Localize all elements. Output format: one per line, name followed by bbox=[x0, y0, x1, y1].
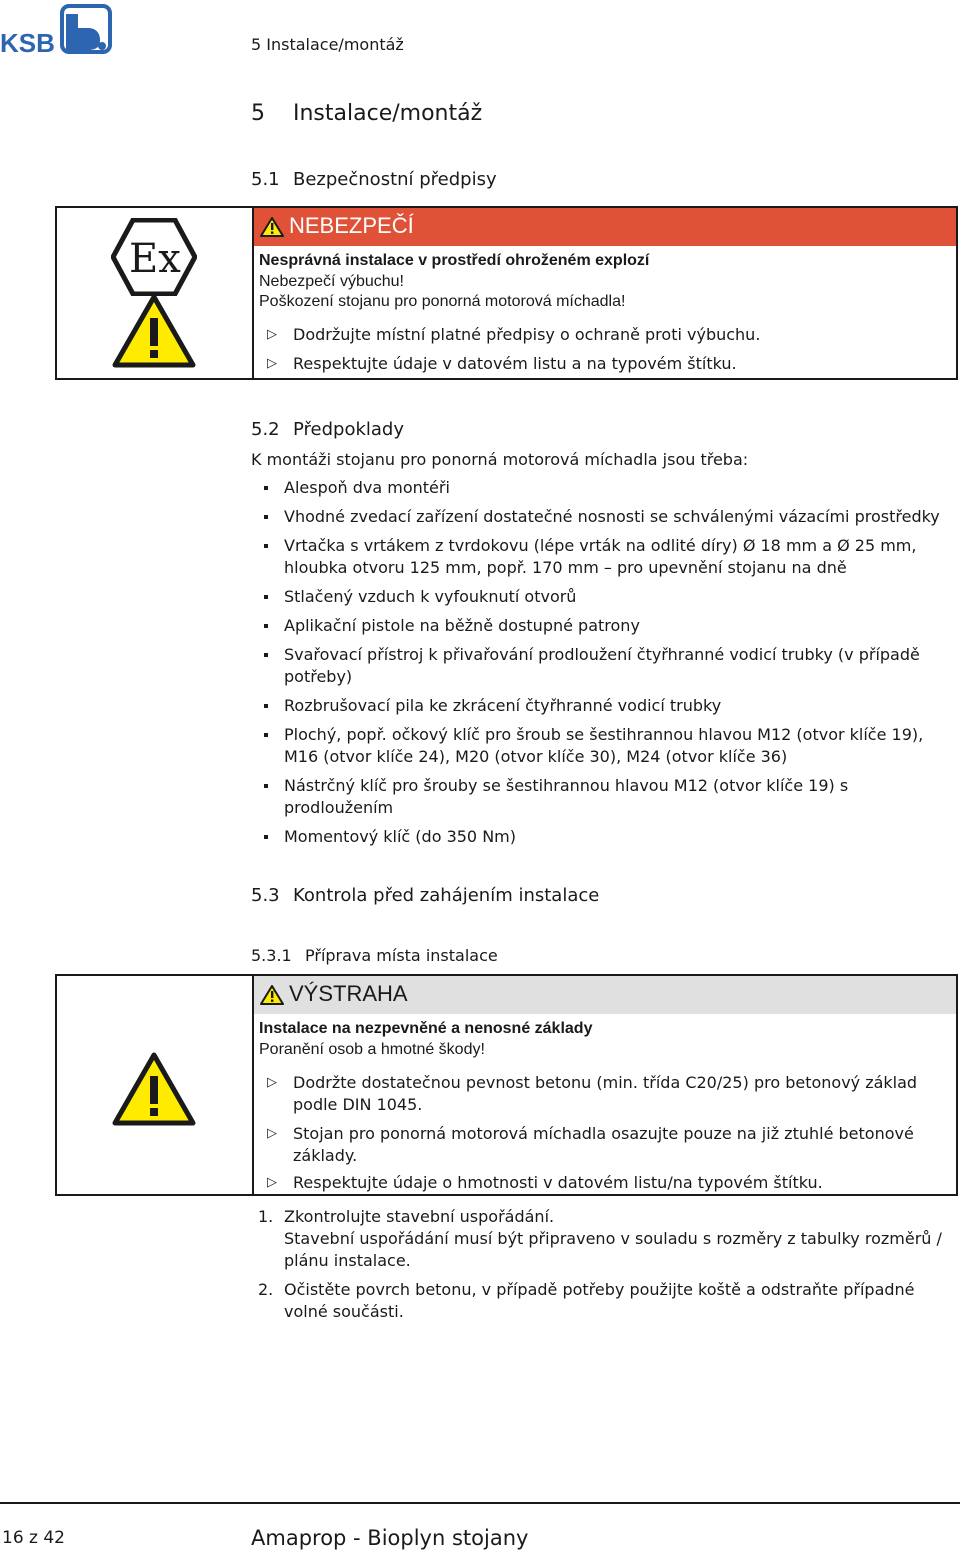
requirements-intro: K montáži stojanu pro ponorná motorová míchadla jsou třeba: bbox=[251, 450, 749, 469]
warning-triangle-icon bbox=[112, 294, 196, 372]
danger-signal-band bbox=[254, 208, 956, 246]
section-heading-5-3-1 bbox=[251, 946, 498, 965]
list-item: Nástrčný klíč pro šrouby se šestihrannou hlavou M12 (otvor klíče 19) s prodloužením bbox=[262, 775, 952, 819]
action-arrow-icon: ▷ bbox=[267, 327, 277, 342]
warning-notice: VÝSTRAHA Instalace na nezpevněné a nenosné základy Poranění osob a hmotné škody! ▷ Dodržte dostatečnou pevnost betonu (min. třída C20/25) pro betonový základ podle DIN 1045. ▷ Stojan pro ponorná motorová míchadla osazujte pouze na již ztuhlé betonové základy. ▷ Respektujte údaje o hmotnosti v datovém listu/na typovém štítku. bbox=[55, 974, 958, 1196]
section-title: Předpoklady bbox=[293, 419, 405, 440]
warning-triangle-icon bbox=[112, 1052, 196, 1130]
running-header: 5 Instalace/montáž bbox=[251, 35, 404, 54]
list-item: Aplikační pistole na běžně dostupné patrony bbox=[262, 615, 952, 637]
list-item: Alespoň dva montéři bbox=[262, 477, 952, 499]
small-warning-triangle-icon bbox=[260, 984, 284, 1010]
action-arrow-icon: ▷ bbox=[267, 356, 277, 371]
section-number: 5.2 bbox=[251, 419, 280, 440]
danger-notice: Ex NEBEZPEČÍ Nesprávná instalace v prostředí ohroženém explozí Nebezpečí výbuchu! Poškození stojanu pro ponorná motorová míchadla! ▷ Dodržujte místní platné předpisy o ochraně proti výbuchu. ▷ Respektujte údaje v datovém listu a na typovém štítku. bbox=[55, 206, 958, 380]
list-item: Plochý, popř. očkový klíč pro šroub se šestihrannou hlavou M12 (otvor klíče 19), M16 (otvor klíče 24), M20 (otvor klíče 30), M24 (otvor klíče 36) bbox=[262, 724, 952, 768]
list-item: Vrtačka s vrtákem z tvrdokovu (lépe vrták na odlité díry) Ø 18 mm a Ø 25 mm, hloubka otvoru 125 mm, popř. 170 mm – pro upevnění stojanu na dně bbox=[262, 535, 952, 579]
footer-rule bbox=[0, 1502, 960, 1504]
page-number: 16 z 42 bbox=[2, 1528, 65, 1548]
step-item: 2. Očistěte povrch betonu, v případě potřeby použijte koště a odstraňte případné volné součásti. bbox=[258, 1280, 915, 1321]
document-title: Amaprop - Bioplyn stojany bbox=[251, 1526, 529, 1550]
signal-word: NEBEZPEČÍ bbox=[289, 213, 414, 238]
section-title: Kontrola před zahájením instalace bbox=[293, 885, 600, 906]
action-arrow-icon: ▷ bbox=[267, 1126, 277, 1141]
chapter-number: 5 bbox=[251, 101, 265, 126]
signal-word: VÝSTRAHA bbox=[289, 981, 408, 1006]
list-item: Momentový klíč (do 350 Nm) bbox=[262, 826, 952, 848]
section-heading-5-3 bbox=[251, 885, 599, 906]
section-number: 5.1 bbox=[251, 169, 280, 190]
section-number: 5.3.1 bbox=[251, 946, 292, 965]
ksb-logo bbox=[0, 4, 115, 54]
hazard-title: Instalace na nezpevněné a nenosné základy bbox=[259, 1020, 593, 1037]
hazard-consequence: Poškození stojanu pro ponorná motorová míchadla! bbox=[259, 293, 626, 310]
step-item: 1. Zkontrolujte stavební uspořádání. Stavební uspořádání musí být připraveno v souladu s rozměry z tabulky rozměrů / plánu instalace. bbox=[258, 1207, 942, 1270]
hazard-consequence: Poranění osob a hmotné škody! bbox=[259, 1041, 485, 1058]
logo-text: KSB bbox=[0, 28, 55, 54]
list-item: Rozbrušovací pila ke zkrácení čtyřhranné vodicí trubky bbox=[262, 695, 952, 717]
action-arrow-icon: ▷ bbox=[267, 1075, 277, 1090]
chapter-title bbox=[251, 101, 482, 126]
hazard-title: Nesprávná instalace v prostředí ohroženém explozí bbox=[259, 252, 650, 269]
section-heading-5-1 bbox=[251, 169, 497, 190]
svg-text:Ex: Ex bbox=[129, 236, 181, 282]
requirements-list bbox=[262, 477, 952, 855]
list-item: Svařovací přístroj k přivařování prodloužení čtyřhranné vodicí trubky (v případě potřeby) bbox=[262, 644, 952, 688]
small-warning-triangle-icon bbox=[260, 216, 284, 242]
action-arrow-icon: ▷ bbox=[267, 1175, 277, 1190]
warning-signal-band bbox=[254, 976, 956, 1014]
section-title: Příprava místa instalace bbox=[305, 946, 498, 965]
procedure-steps bbox=[258, 1206, 958, 1330]
chapter-title-text: Instalace/montáž bbox=[293, 101, 483, 126]
section-heading-5-2 bbox=[251, 419, 404, 440]
section-number: 5.3 bbox=[251, 885, 280, 906]
section-title: Bezpečnostní předpisy bbox=[293, 169, 497, 190]
explosion-protection-ex-icon bbox=[111, 218, 197, 300]
hazard-consequence: Nebezpečí výbuchu! bbox=[259, 273, 404, 290]
list-item: Vhodné zvedací zařízení dostatečné nosnosti se schválenými vázacími prostředky bbox=[262, 506, 952, 528]
list-item: Stlačený vzduch k vyfouknutí otvorů bbox=[262, 586, 952, 608]
